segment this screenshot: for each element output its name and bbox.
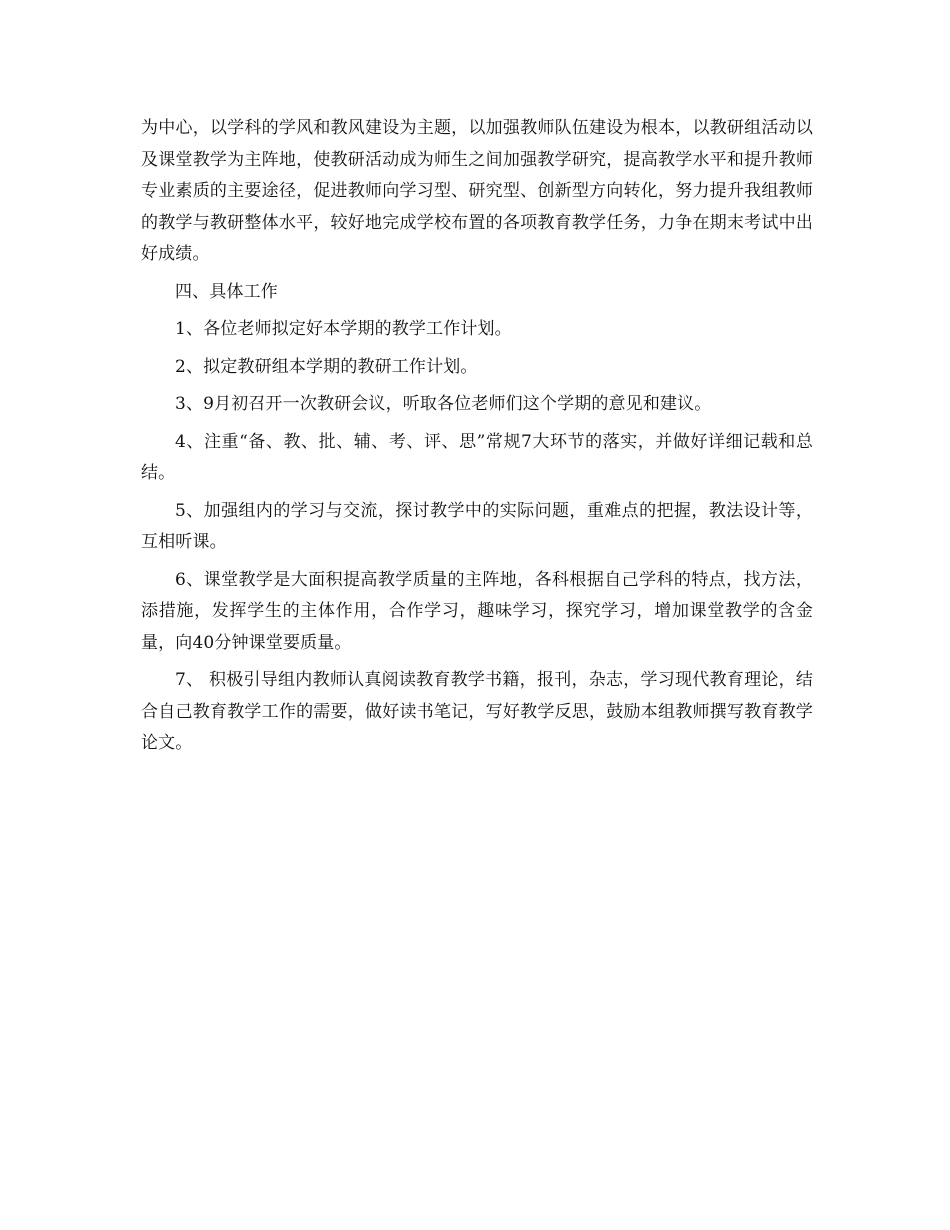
list-item-3: 3、9月初召开一次教研会议，听取各位老师们这个学期的意见和建议。 — [175, 394, 712, 414]
section-heading: 四、具体工作 — [175, 281, 278, 302]
list-item-1: 1、各位老师拟定好本学期的教学工作计划。 — [175, 319, 512, 339]
list-item-6: 6、课堂教学是大面积提高教学质量的主阵地，各科根据自己学科的特点，找方法，添措施，发挥学生的主体作用，合作学习，趣味学习，探究学习，增加课堂教学的含金量，向40分钟课堂要质量。 — [141, 569, 813, 653]
paragraph-continuation: 为中心，以学科的学风和教风建设为主题，以加强教师队伍建设为根本，以教研组活动以及课堂教学为主阵地，使教研活动成为师生之间加强教学研究，提高教学水平和提升教师专业素质的主要途径，促进教师向学习型、研究型、创新型方向转化，努力提升我组教师的教学与教研整体水平，较好地完成学校布置的各项教育教学任务，力争在期末考试中出好成绩。 — [141, 118, 813, 264]
list-item-4: 4、注重“备、教、批、辅、考、评、思”常规7大环节的落实，并做好详细记载和总结。 — [141, 431, 813, 483]
list-item-5: 5、加强组内的学习与交流，探讨教学中的实际问题，重难点的把握，教法设计等，互相听课。 — [141, 500, 813, 552]
list-item-2: 2、拟定教研组本学期的教研工作计划。 — [175, 356, 478, 377]
list-item-7: 7、 积极引导组内教师认真阅读教育教学书籍，报刊，杂志，学习现代教育理论，结合自己教育教学工作的需要，做好读书笔记，写好教学反思，鼓励本组教师撰写教育教学论文。 — [141, 670, 813, 753]
document-page — [141, 113, 813, 760]
